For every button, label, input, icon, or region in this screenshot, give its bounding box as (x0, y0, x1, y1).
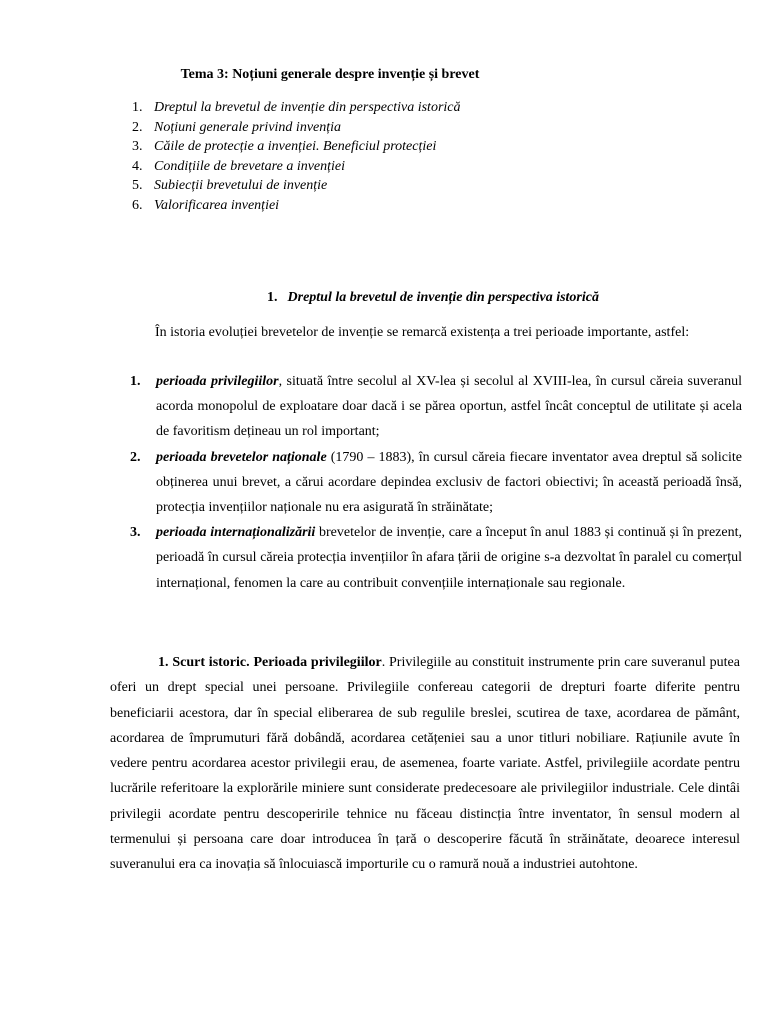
history-paragraph (110, 650, 740, 878)
period-text: brevetelor de invenție, care a început în anul 1883 și continuă și în prezent, perioadă în cursul căreia protecția invențiilor în afara țării de origine s-a dezvoltat în paralel cu comerțul internațional, fenomen la care au contribuit convențiile internaționale sau regionale. (156, 525, 742, 591)
history-text: . Privilegiile au constituit instrumente prin care suveranul putea oferi un drept special unei persoane. Privilegiile confereau categorii de drepturi foarte diferite pentru beneficiarii acestora, dar în special eliberarea de sub regulile breslei, scutirea de taxe, acordarea de pământ, acordarea de împrumuturi fără dobândă, acordarea cetățeniei sau a unor titluri nobiliare. Rațiunile avute în vedere pentru acordarea acestor privilegii erau, de asemenea, foarte variate. Astfel, privilegiile acordate pentru lucrările referitoare la explorările miniere sunt considerate predecesoare ale privilegiilor industriale. Cele dintâi privilegii acordate pentru descoperirile tehnice nu făceau distincția între inventator, în sensul modern al termenului și persoana care doar introducea în țară o descoperire făcută în străinătate, deoarece interesul suveranului era ca inovația să înlocuiască importurile cu o ramură nouă a industriei autohtone. (110, 655, 740, 873)
toc-item-label: Subiecții brevetului de invenție (154, 178, 328, 194)
toc-item-number: 5. (132, 178, 143, 194)
period-term: perioada brevetelor naționale (156, 449, 327, 465)
toc-item-label: Noțiuni generale privind invenția (154, 119, 342, 135)
section-title: Dreptul la brevetul de invenție din perspectiva istorică (287, 290, 599, 305)
period-number: 3. (130, 525, 141, 541)
toc-item-label: Căile de protecție a invenției. Beneficiul protecției (154, 139, 437, 155)
toc-item (132, 98, 461, 118)
section-heading (0, 290, 768, 306)
period-item (130, 520, 742, 596)
section-number: 1. (267, 290, 278, 305)
toc-item-number: 2. (132, 119, 143, 135)
table-of-contents (132, 98, 461, 216)
toc-item-number: 1. (132, 100, 143, 115)
period-term: perioada internaționalizării (156, 525, 316, 541)
period-number: 2. (130, 449, 141, 465)
document-title: Tema 3: Noțiuni generale despre invenție și brevet (180, 67, 480, 82)
intro-paragraph: În istoria evoluției brevetelor de invenție se remarcă existența a trei perioade importante, astfel: (155, 325, 690, 340)
period-text: (1790 – 1883), în cursul căreia fiecare inventator avea dreptul să solicite obținerea unui brevet, a cărui acordare depindea exclusiv de factori obiectivi; în această perioadă însă, protecția invențiilor naționale nu era asigurată în străinătate; (156, 449, 742, 516)
period-number: 1. (130, 374, 141, 389)
toc-item (132, 118, 461, 138)
toc-item (132, 196, 461, 216)
period-item (130, 369, 742, 445)
toc-item-number: 3. (132, 139, 143, 155)
period-text: , situată între secolul al XV-lea și secolul al XVIII-lea, în cursul căreia suveranul acorda monopolul de exploatare doar dacă i se părea oportun, astfel încât conceptul de utilitate și acela de favoritism dețineau un rol important; (156, 374, 742, 440)
period-item (130, 445, 742, 521)
toc-item-label: Condițiile de brevetare a invenției (154, 158, 346, 174)
toc-item (132, 137, 461, 157)
toc-item-number: 6. (132, 197, 143, 213)
toc-item-number: 4. (132, 158, 143, 174)
toc-item-label: Dreptul la brevetul de invenție din perspectiva istorică (154, 100, 461, 115)
toc-item (132, 157, 461, 177)
history-lead: 1. Scurt istoric. Perioada privilegiilor (158, 655, 382, 670)
toc-item (132, 176, 461, 196)
period-term: perioada privilegiilor (156, 374, 279, 389)
toc-item-label: Valorificarea invenției (154, 197, 280, 213)
periods-list (130, 369, 742, 596)
